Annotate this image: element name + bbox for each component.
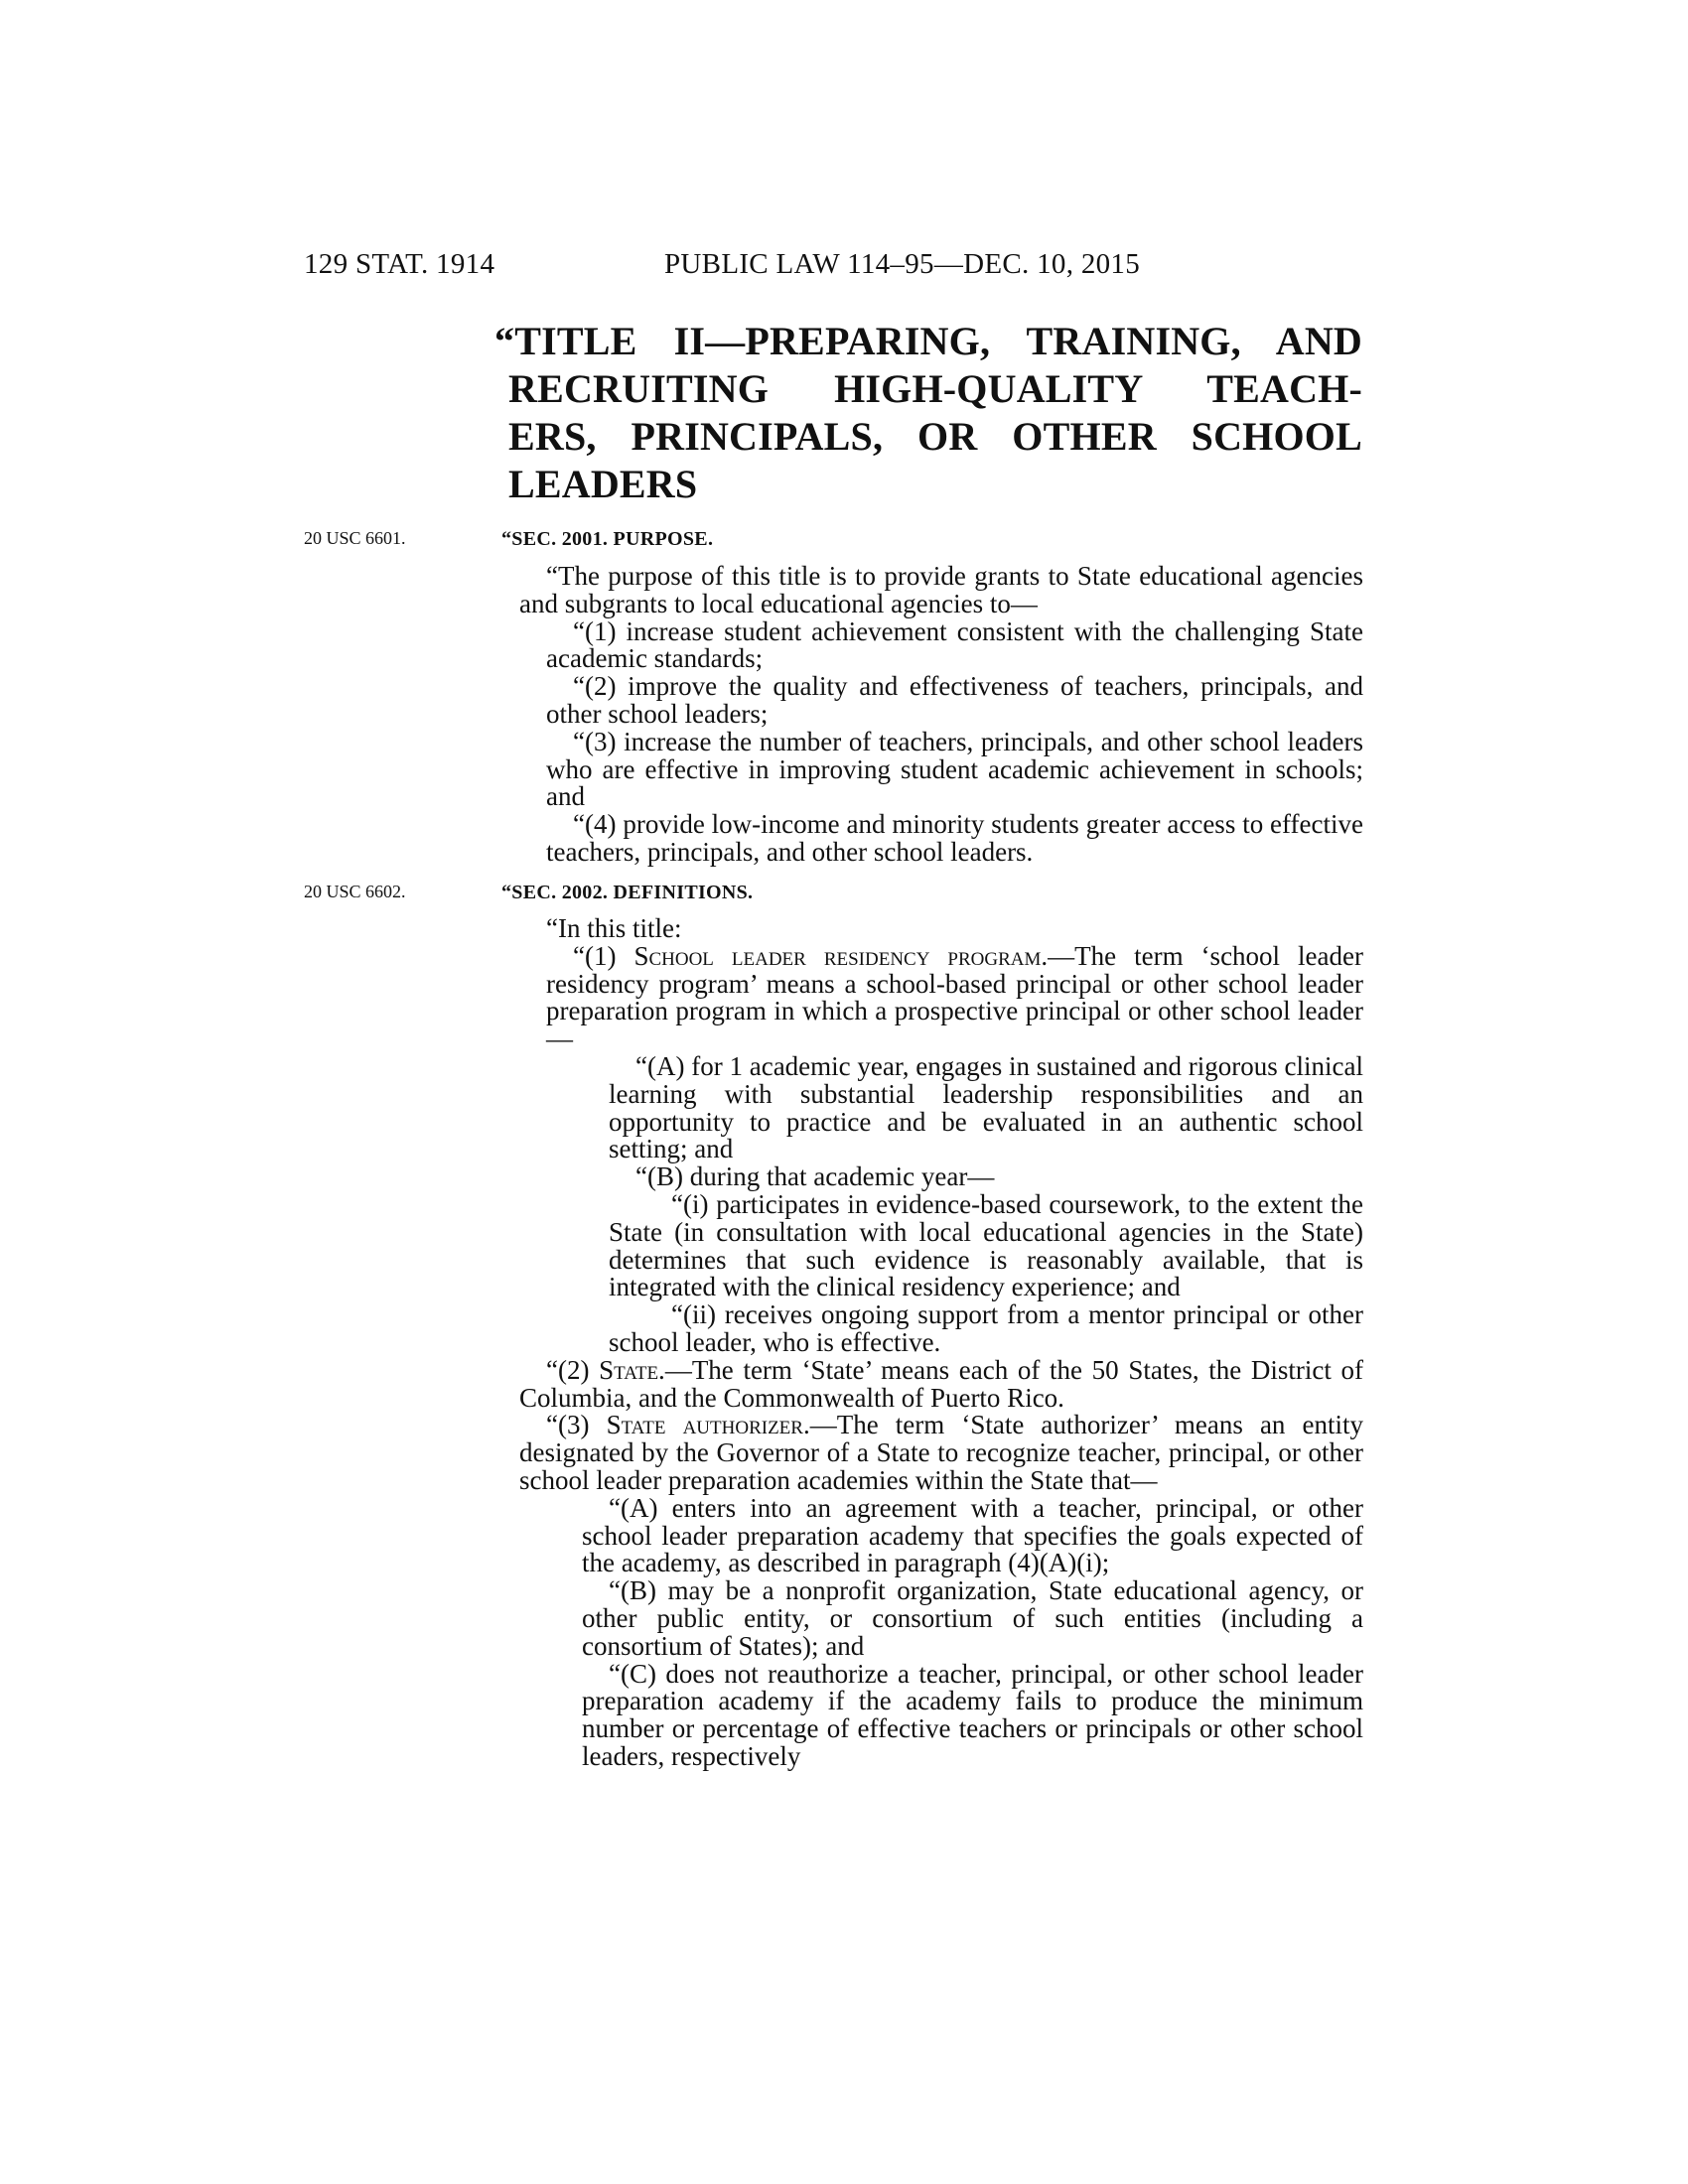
definition-1-B-i xyxy=(519,1188,1363,1302)
definition-1-B-ii-text: “(ii) receives ongoing support from a mentor principal or other school leader, who is effective. xyxy=(609,1299,1363,1357)
page-header xyxy=(0,248,1688,288)
definition-1-term: School leader residency program. xyxy=(633,940,1049,971)
definition-1-B-ii xyxy=(519,1301,1363,1357)
definition-3-C-text: “(C) does not reauthorize a teacher, principal, or other school leader preparation academy if the academy fails to produce the minimum number or percentage of effective teachers or principals or other school leaders, respectively xyxy=(582,1658,1363,1771)
title-heading xyxy=(494,318,1362,508)
public-law-citation: PUBLIC LAW 114–95—DEC. 10, 2015 xyxy=(664,248,1141,280)
section-2002-heading: “SEC. 2002. DEFINITIONS. xyxy=(501,882,754,903)
definition-3-A-text: “(A) enters into an agreement with a teacher, principal, or other school leader preparation academy that specifies the goals expected of the academy, as described in paragraph (4)(A)(i); xyxy=(582,1492,1363,1578)
section-2001-body xyxy=(519,563,1363,867)
title-line-1: “TITLE II—PREPARING, TRAINING, AND xyxy=(494,319,1362,363)
definition-3-B xyxy=(519,1577,1363,1660)
definition-2-text: —The term ‘State’ means each of the 50 States, the District of Columbia, and the Commonwealth of Puerto Rico. xyxy=(519,1354,1363,1413)
purpose-intro: “The purpose of this title is to provide grants to State educational agencies and subgrants to local educational agencies to— xyxy=(519,561,1363,618)
definition-1-B-i-text: “(i) participates in evidence-based coursework, to the extent the State (in consultation with local educational agencies in the State) determines that such evidence is reasonably available, that is integrated with the clinical residency experience; and xyxy=(609,1188,1363,1302)
purpose-item-4: “(4) provide low-income and minority students greater access to effective teachers, principals, and other school leaders. xyxy=(546,809,1363,867)
definition-3-number: “(3) xyxy=(546,1410,607,1440)
definitions-intro: “In this title: xyxy=(546,913,682,943)
purpose-item-3: “(3) increase the number of teachers, principals, and other school leaders who are effective in improving student academic achievement in schools; and xyxy=(546,726,1363,812)
definition-3-A xyxy=(519,1492,1363,1578)
definition-1-A-text: “(A) for 1 academic year, engages in sustained and rigorous clinical learning with substantial leadership responsibilities and an opportunity to practice and be evaluated in an authentic school setting; and xyxy=(609,1050,1363,1164)
definition-1-text: —The term ‘school leader residency program’ means a school-based principal or other school leader preparation program in which a prospective principal or other school leader— xyxy=(546,940,1363,1054)
section-2001-heading: “SEC. 2001. PURPOSE. xyxy=(501,528,714,550)
definition-1-B-text: “(B) during that academic year— xyxy=(635,1161,995,1192)
definition-1 xyxy=(519,940,1363,1054)
definition-1-number: “(1) xyxy=(573,940,634,971)
definition-1-B xyxy=(519,1163,1363,1191)
margin-note-6601: 20 USC 6601. xyxy=(304,528,406,548)
title-line-3: ERS, PRINCIPALS, OR OTHER SCHOOL xyxy=(508,414,1362,459)
definition-3-C xyxy=(519,1658,1363,1771)
definition-2-term: State. xyxy=(599,1354,665,1385)
purpose-item-2: “(2) improve the quality and effectiveness of teachers, principals, and other school leaders; xyxy=(546,671,1363,729)
margin-note-6602: 20 USC 6602. xyxy=(304,882,406,901)
title-line-2: RECRUITING HIGH-QUALITY TEACH- xyxy=(508,366,1362,411)
definition-3-text: —The term ‘State authorizer’ means an entity designated by the Governor of a State to recognize teacher, principal, or other school leader preparation academies within the State that— xyxy=(519,1410,1364,1495)
statute-page-number: 129 STAT. 1914 xyxy=(304,248,495,280)
section-2002-body xyxy=(519,915,1363,1771)
title-line-4: LEADERS xyxy=(508,462,698,506)
definition-2 xyxy=(519,1354,1363,1413)
definition-3 xyxy=(519,1412,1363,1494)
purpose-item-1: “(1) increase student achievement consistent with the challenging State academic standards; xyxy=(546,615,1363,674)
definition-3-B-text: “(B) may be a nonprofit organization, State educational agency, or other public entity, or consortium of such entities (including a consortium of States); and xyxy=(582,1575,1363,1661)
definition-2-number: “(2) xyxy=(546,1354,600,1385)
definition-3-term: State authorizer. xyxy=(606,1410,810,1440)
definition-1-A xyxy=(519,1050,1363,1164)
